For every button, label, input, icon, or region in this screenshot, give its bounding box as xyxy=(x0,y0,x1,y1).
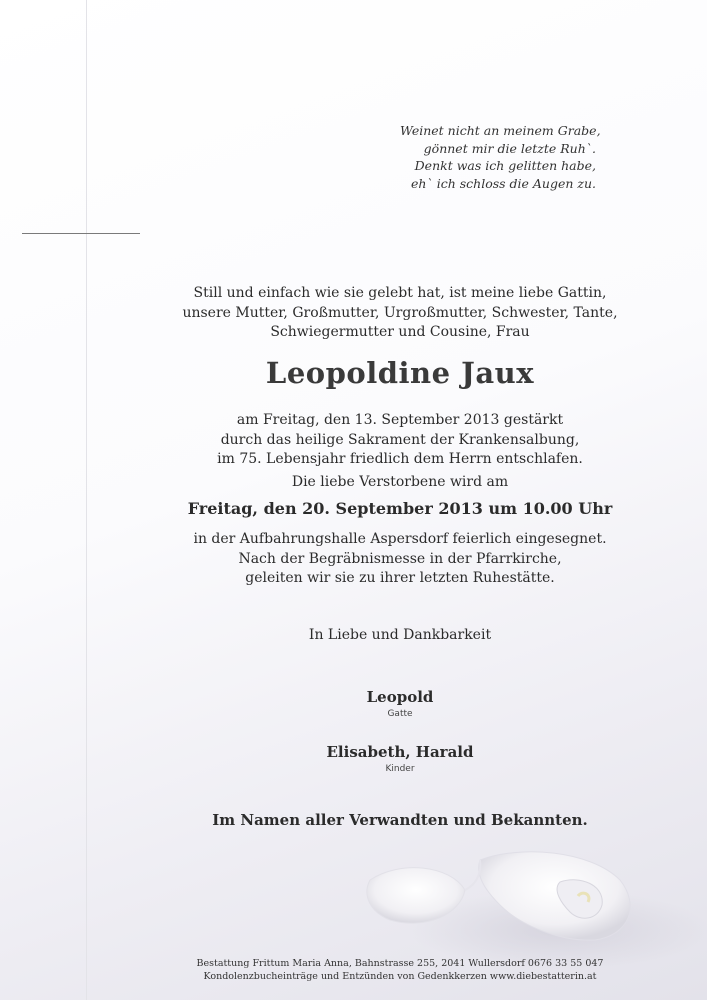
mourner-entry xyxy=(130,688,670,719)
deceased-intro: Die liebe Verstorbene wird am xyxy=(291,474,509,490)
mourner-role: Gatte xyxy=(387,709,413,719)
poem-line: Denkt was ich gelitten habe, xyxy=(414,158,596,173)
mourner-entry xyxy=(130,743,670,774)
location-line: Nach der Begräbnismesse in der Pfarrkirche, xyxy=(238,550,562,567)
poem-verse xyxy=(400,122,601,192)
footer-line: Bestattung Frittum Maria Anna, Bahnstrasse 255, 2041 Wullersdorf 0676 33 55 047 xyxy=(196,958,604,969)
poem-line: gönnet mir die letzte Ruh`. xyxy=(423,140,596,156)
location-line: geleiten wir sie zu ihrer letzten Ruhestätte. xyxy=(245,570,555,586)
intro-line: Still und einfach wie sie gelebt hat, ist meine liebe Gattin, xyxy=(193,285,607,301)
location-line: in der Aufbahrungshalle Aspersdorf feierlich eingesegnet. xyxy=(193,531,607,547)
cross-divider-line xyxy=(22,233,140,234)
footer-contact xyxy=(130,957,670,983)
death-line: durch das heilige Sakrament der Krankensalbung, xyxy=(220,431,580,448)
mourner-name: Leopold xyxy=(366,688,434,706)
poem-line: eh` ich schloss die Augen zu. xyxy=(411,175,596,191)
death-line: am Freitag, den 13. September 2013 gestärkt xyxy=(236,412,564,428)
ceremony-location xyxy=(130,530,670,589)
deceased-name: Leopoldine Jaux xyxy=(265,356,535,390)
intro-line: unsere Mutter, Großmutter, Urgroßmutter, Schwester, Tante, xyxy=(182,304,618,321)
intro-text xyxy=(130,284,670,343)
thanks-line: In Liebe und Dankbarkeit xyxy=(308,627,492,643)
mourner-name: Elisabeth, Harald xyxy=(326,743,474,761)
mourner-role: Kinder xyxy=(385,764,415,774)
closing-line: Im Namen aller Verwandten und Bekannten. xyxy=(212,811,588,829)
death-line: im 75. Lebensjahr friedlich dem Herrn entschlafen. xyxy=(217,451,583,467)
page-edge-line xyxy=(86,0,87,1000)
ceremony-date: Freitag, den 20. September 2013 um 10.00 Uhr xyxy=(187,499,613,518)
footer-line: Kondolenzbucheinträge und Entzünden von Gedenkkerzen www.diebestatterin.at xyxy=(203,971,597,982)
intro-line: Schwiegermutter und Cousine, Frau xyxy=(270,324,530,340)
poem-line: Weinet nicht an meinem Grabe, xyxy=(400,123,601,138)
death-notice xyxy=(130,411,670,470)
